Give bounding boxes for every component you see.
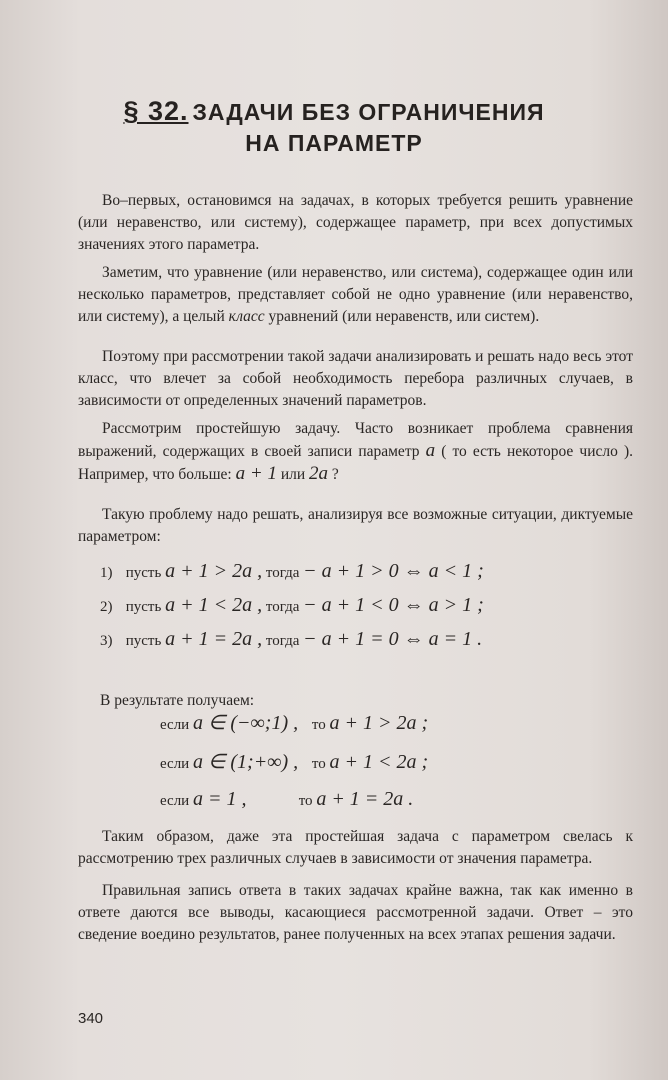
paragraph-analysis: Поэтому при рассмотрении такой задачи анализировать и решать надо весь этот класс, что влечет за собой необходимость перебора различных случаев, в зависимости от определенных значений параметров. xyxy=(78,348,633,409)
page-number: 340 xyxy=(78,1010,104,1027)
section-number: § 32. xyxy=(123,96,189,126)
result-row: если a = 1 , то a + 1 = 2a . xyxy=(160,788,414,810)
paragraph-intro: Во–первых, остановимся на задачах, в которых требуется решить уравнение (или неравенство, или систему), содержащее параметр, при всех допустимых значениях этого параметра. xyxy=(78,192,633,253)
result-row: если a ∈ (1;+∞) , то a + 1 < 2a ; xyxy=(160,751,429,773)
paragraph-simple-problem: Рассмотрим простейшую задачу. Часто возникает проблема сравнения выражений, содержащих в своей записи параметр a ( то есть некоторое число ). Например, что больше: a + 1 или 2a ? xyxy=(78,420,633,484)
paragraph-conclusion: Таким образом, даже эта простейшая задача с параметром свелась к рассмотрению трех различных случаев в зависимости от значения параметра. xyxy=(78,828,633,867)
result-row: если a ∈ (−∞;1) , то a + 1 > 2a ; xyxy=(160,712,429,734)
paragraph-answer: Правильная запись ответа в таких задачах крайне важна, так как именно в ответе даются все выводы, касающиеся рассмотренной задачи. Ответ – это сведение воедино результатов, ранее полученных на всех этапах решения задачи. xyxy=(78,882,633,943)
result-intro: В результате получаем: xyxy=(100,692,255,709)
paragraph-class: Заметим, что уравнение (или неравенство, или система), содержащее один или несколько параметров, представляет собой не одно уравнение (или неравенство, или систему), а целый класс уравнений (или неравенств, или систем). xyxy=(78,264,633,325)
case-row: 3) пусть a + 1 = 2a , тогда − a + 1 = 0 ⇔ a = 1 . xyxy=(100,628,483,650)
chapter-title-line1: § 32. ЗАДАЧИ БЕЗ ОГРАНИЧЕНИЯ xyxy=(123,96,545,126)
case-row: 2) пусть a + 1 < 2a , тогда − a + 1 < 0 ⇔ a > 1 ; xyxy=(100,594,484,616)
case-row: 1) пусть a + 1 > 2a , тогда − a + 1 > 0 ⇔ a < 1 ; xyxy=(100,560,484,582)
paragraph-cases-intro: Такую проблему надо решать, анализируя все возможные ситуации, диктуемые параметром: xyxy=(78,506,633,545)
chapter-title-line2: НА ПАРАМЕТР xyxy=(245,130,423,156)
